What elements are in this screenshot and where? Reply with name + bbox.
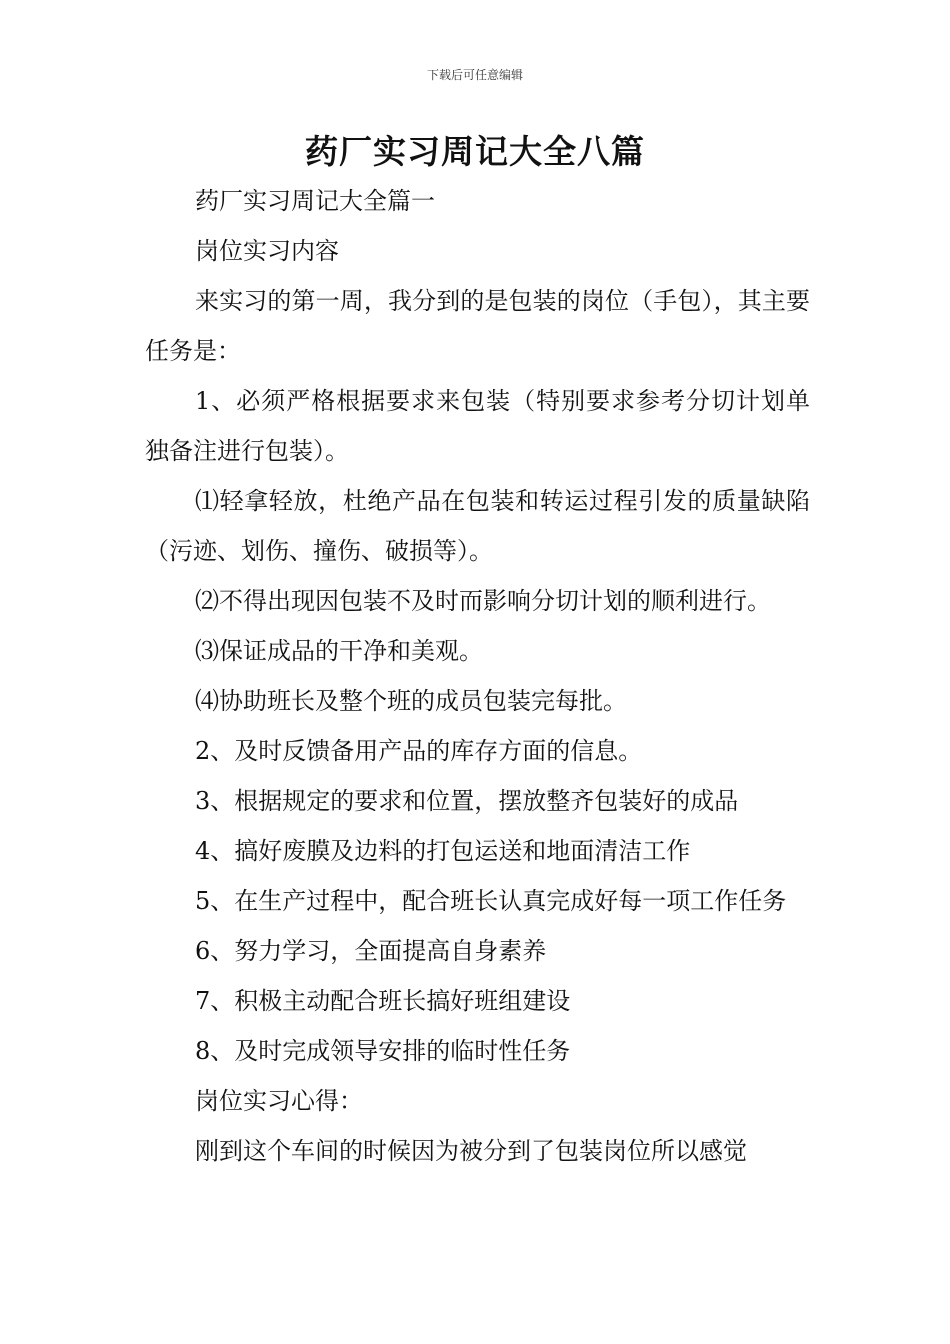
list-item: 4、搞好废膜及边料的打包运送和地面清洁工作: [195, 837, 691, 865]
document-body: [145, 176, 810, 1176]
list-item: 1、必须严格根据要求来包装（特别要求参考分切计划单独备注进行包装）。: [145, 387, 810, 465]
document-title: 药厂实习周记大全八篇: [305, 132, 645, 171]
list-item: ⑷协助班长及整个班的成员包装完每批。: [195, 687, 627, 715]
list-item: 2、及时反馈备用产品的库存方面的信息。: [195, 737, 643, 765]
paragraph: 来实习的第一周，我分到的是包装的岗位（手包），其主要任务是：: [145, 287, 810, 365]
subheading: 岗位实习心得：: [195, 1087, 363, 1115]
list-item: 5、在生产过程中，配合班长认真完成好每一项工作任务: [195, 887, 787, 915]
paragraph: 刚到这个车间的时候因为被分到了包装岗位所以感觉: [195, 1137, 747, 1165]
section-heading: 药厂实习周记大全篇一: [195, 187, 435, 215]
list-item: ⑶保证成品的干净和美观。: [195, 637, 483, 665]
subheading: 岗位实习内容: [195, 237, 339, 265]
list-item: ⑴轻拿轻放，杜绝产品在包装和转运过程引发的质量缺陷（污迹、划伤、撞伤、破损等）。: [145, 487, 810, 565]
list-item: 8、及时完成领导安排的临时性任务: [195, 1037, 571, 1065]
list-item: ⑵不得出现因包装不及时而影响分切计划的顺利进行。: [195, 587, 771, 615]
list-item: 6、努力学习，全面提高自身素养: [195, 937, 547, 965]
list-item: 7、积极主动配合班长搞好班组建设: [195, 987, 571, 1015]
list-item: 3、根据规定的要求和位置，摆放整齐包装好的成品: [195, 787, 739, 815]
header-note: 下载后可任意编辑: [426, 68, 523, 82]
